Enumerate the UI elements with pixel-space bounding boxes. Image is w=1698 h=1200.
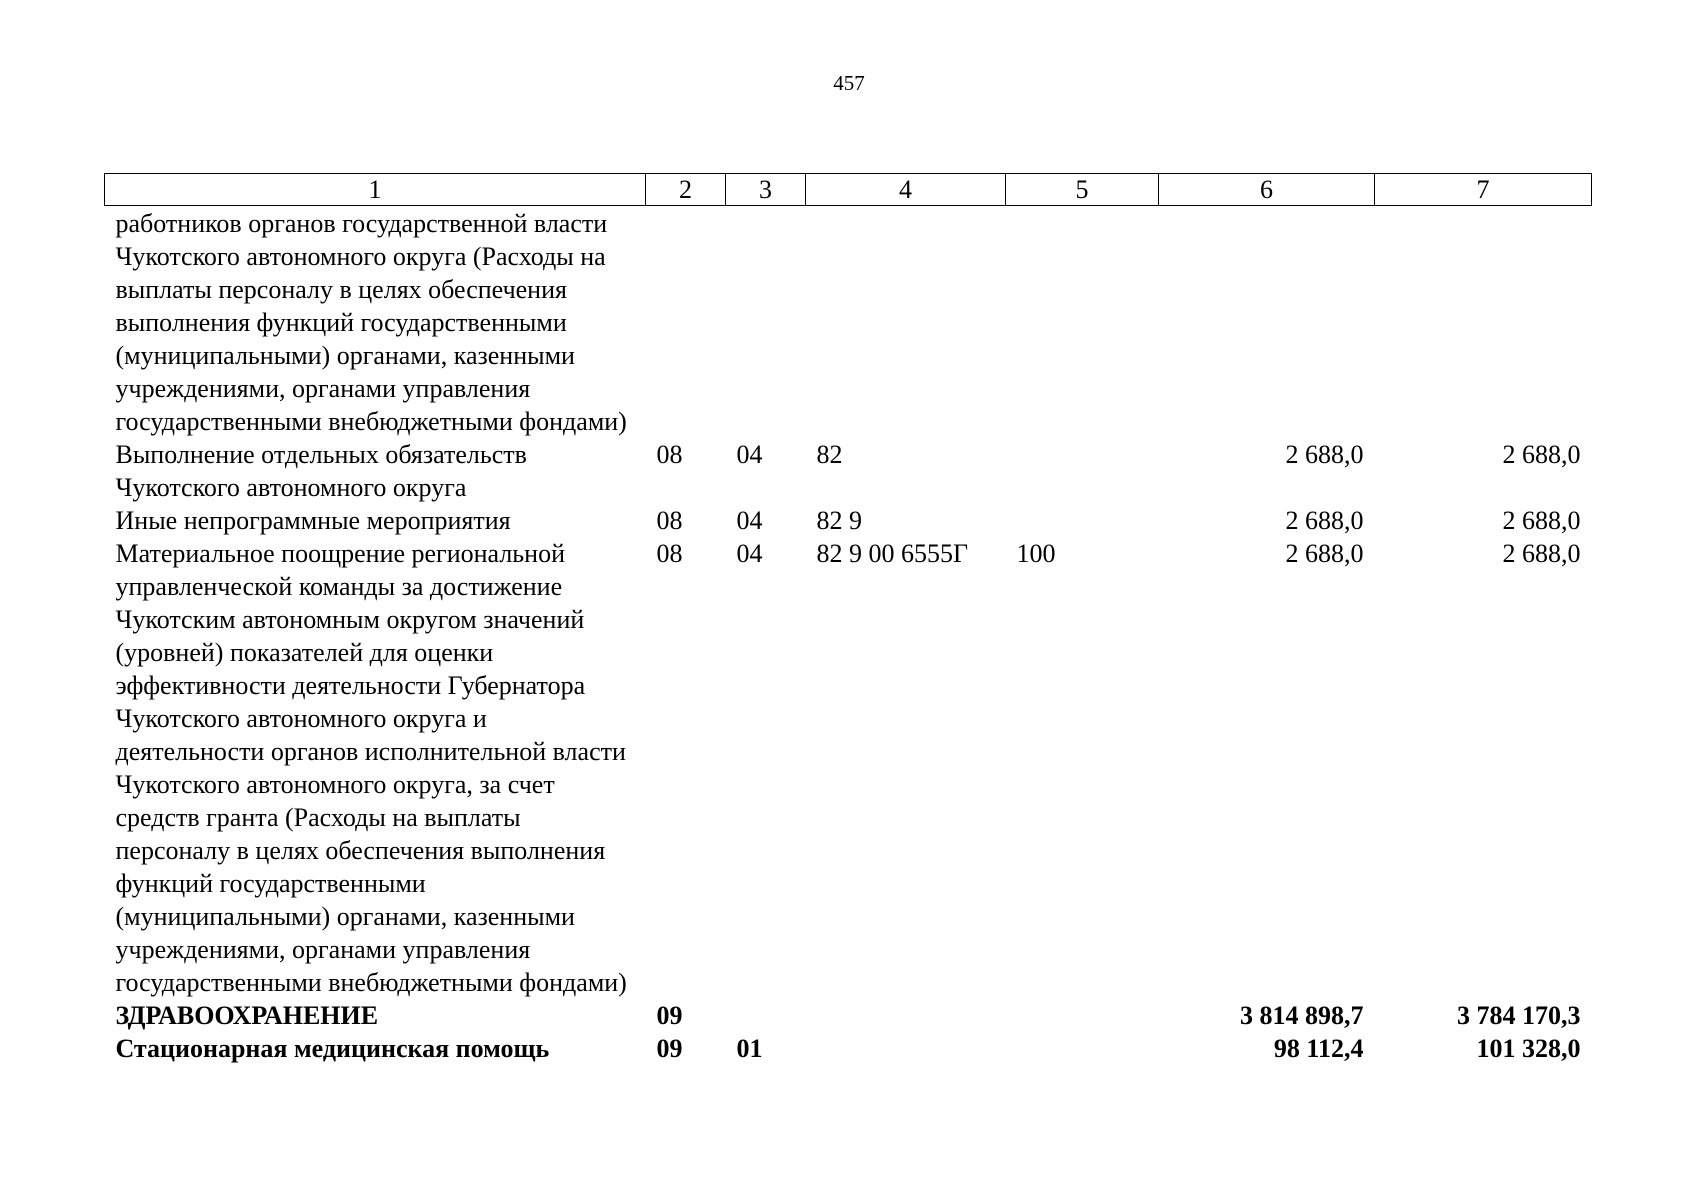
row-section: 09 — [656, 1001, 683, 1030]
row-amount-6: 3 814 898,7 — [1240, 1001, 1364, 1030]
row-amount-7: 2 688,0 — [1502, 440, 1581, 469]
row-target-article — [806, 206, 1006, 439]
row-target-article — [806, 1032, 1006, 1065]
row-amount-7 — [1375, 206, 1592, 439]
header-row — [105, 174, 1592, 206]
row-expense-type — [1006, 504, 1159, 537]
row-amount-6: 2 688,0 — [1285, 539, 1364, 568]
row-subsection — [726, 999, 806, 1032]
row-name: Выполнение отдельных обязательств Чукотского автономного округа — [115, 440, 527, 502]
row-name: Материальное поощрение региональной управленческой команды за достижение Чукотским автономным округом значений (уровней) показателей для оценки эффективности деятельности Губернатора Чукотского автономного округа и деятельности органов исполнительной власти Чукотского автономного округа, за счет средств гранта (Расходы на выплаты персоналу в целях обеспечения выполнения функций государственными (муниципальными) органами, казенными учреждениями, органами управления государственными внебюджетными фондами) — [115, 539, 627, 997]
header-col-5: 5 — [1006, 174, 1159, 206]
header-col-7: 7 — [1375, 174, 1592, 206]
row-expense-type — [1006, 438, 1159, 504]
row-subsection — [726, 206, 806, 439]
row-amount-6 — [1159, 206, 1375, 439]
row-target-article: 82 — [816, 440, 843, 469]
table-header — [105, 174, 1592, 206]
row-expense-type: 100 — [1016, 539, 1056, 568]
row-name: работников органов государственной власти Чукотского автономного округа (Расходы на выплаты персоналу в целях обеспечения выполнения функций государственными (муниципальными) органами, казенными учреждениями, органами управления государственными внебюджетными фондами) — [115, 209, 627, 436]
row-subsection: 04 — [736, 506, 763, 535]
table-row — [105, 537, 1592, 999]
budget-table — [104, 173, 1592, 1065]
row-section — [646, 206, 726, 439]
row-amount-6: 2 688,0 — [1285, 506, 1364, 535]
row-amount-7: 2 688,0 — [1502, 539, 1581, 568]
row-expense-type — [1006, 999, 1159, 1032]
row-expense-type — [1006, 206, 1159, 439]
table-row — [105, 1032, 1592, 1065]
row-target-article — [806, 999, 1006, 1032]
row-name: ЗДРАВООХРАНЕНИЕ — [115, 1001, 379, 1030]
row-amount-7: 3 784 170,3 — [1457, 1001, 1581, 1030]
row-amount-6: 2 688,0 — [1285, 440, 1364, 469]
table-row — [105, 206, 1592, 439]
row-subsection: 04 — [736, 539, 763, 568]
table-row — [105, 438, 1592, 504]
header-col-3: 3 — [726, 174, 806, 206]
row-amount-6: 98 112,4 — [1273, 1034, 1364, 1063]
header-col-2: 2 — [646, 174, 726, 206]
row-subsection: 04 — [736, 440, 763, 469]
row-section: 08 — [656, 506, 683, 535]
row-section: 08 — [656, 440, 683, 469]
row-section: 09 — [656, 1034, 683, 1063]
row-name: Иные непрограммные мероприятия — [115, 506, 511, 535]
page-number: 457 — [833, 71, 865, 95]
row-amount-7: 101 328,0 — [1476, 1034, 1581, 1063]
header-col-1: 1 — [105, 174, 646, 206]
header-col-6: 6 — [1159, 174, 1375, 206]
header-col-4: 4 — [806, 174, 1006, 206]
row-expense-type — [1006, 1032, 1159, 1065]
row-amount-7: 2 688,0 — [1502, 506, 1581, 535]
row-name: Стационарная медицинская помощь — [115, 1034, 550, 1063]
table-row — [105, 504, 1592, 537]
row-subsection: 01 — [736, 1034, 763, 1063]
row-target-article: 82 9 — [816, 506, 862, 535]
row-target-article: 82 9 00 6555Г — [816, 539, 969, 568]
table-row — [105, 999, 1592, 1032]
table-body — [105, 206, 1592, 1066]
row-section: 08 — [656, 539, 683, 568]
